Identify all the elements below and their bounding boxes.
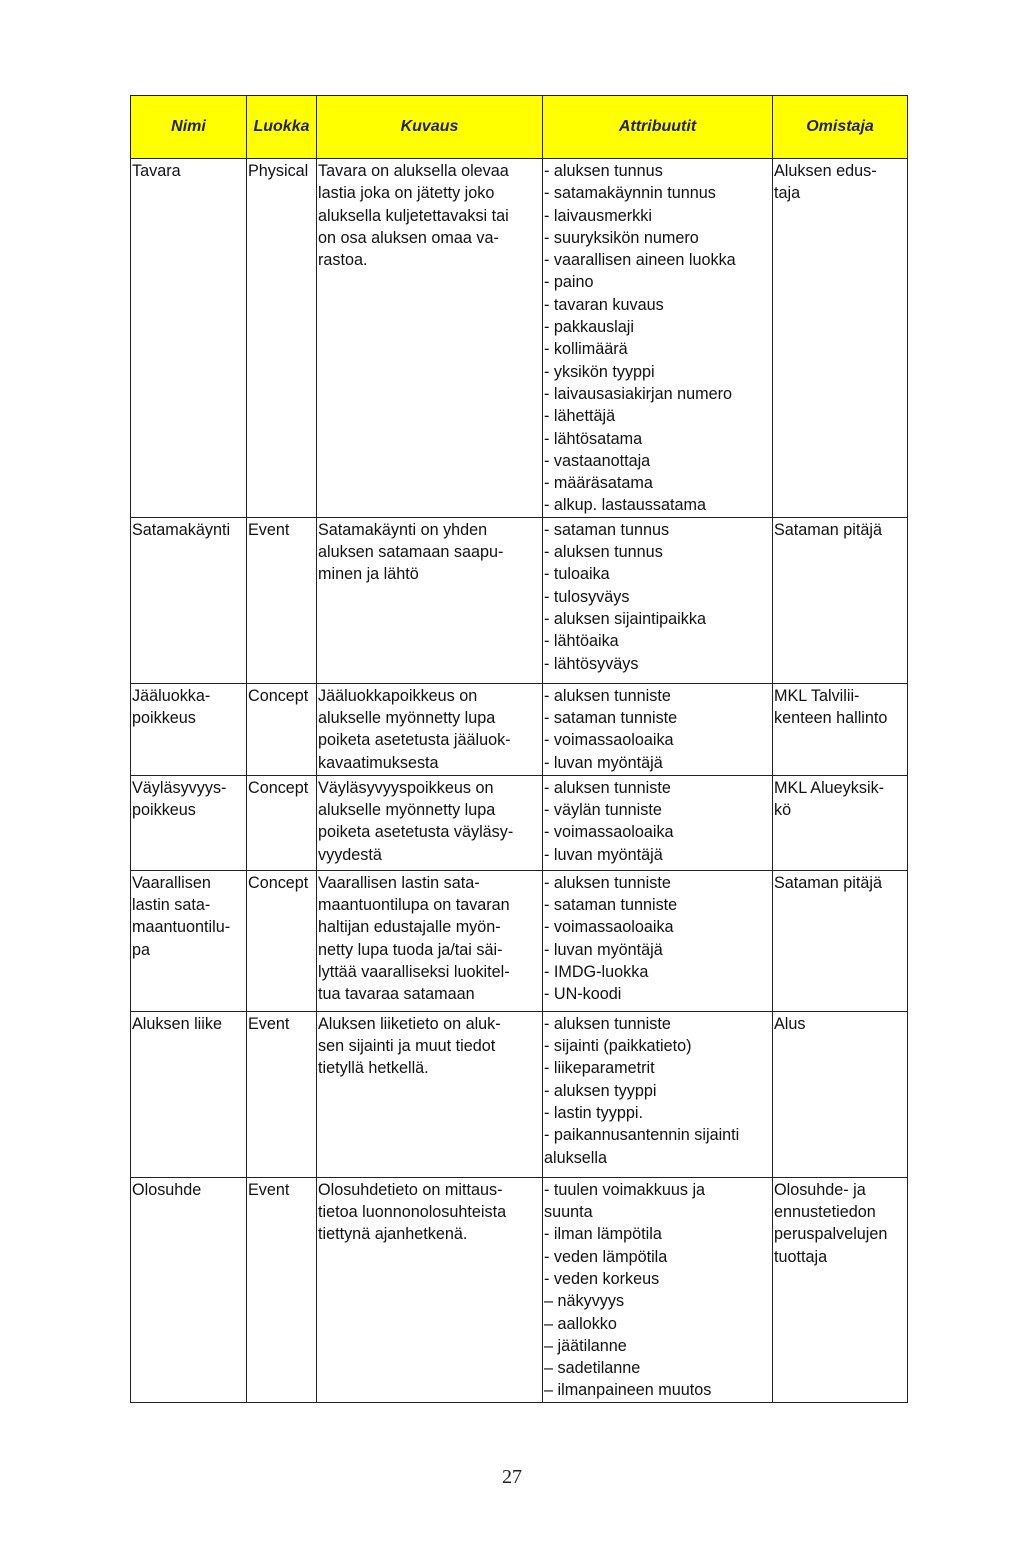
nimi-line: maantuontilu- <box>132 918 231 937</box>
table-row <box>131 1177 908 1402</box>
attribuutit-line: - aluksen tunnus <box>544 543 663 562</box>
table-body <box>131 159 908 1403</box>
cell-nimi <box>131 517 247 683</box>
attribuutit-line: - tuulen voimakkuus ja <box>544 1180 706 1199</box>
nimi-line: Väyläsyvyys- <box>132 778 227 797</box>
cell-omistaja <box>773 517 908 683</box>
cell-luokka <box>247 159 317 518</box>
attribuutit-line: - IMDG-luokka <box>544 962 649 981</box>
attribuutit-line: - aluksen sijaintipaikka <box>544 609 706 628</box>
attribuutit-line: - lähtöaika <box>544 632 619 651</box>
nimi-line: Aluksen liike <box>132 1014 222 1033</box>
cell-luokka <box>247 775 317 870</box>
cell-omistaja <box>773 1011 908 1177</box>
cell-kuvaus <box>317 1011 543 1177</box>
nimi-line: Tavara <box>132 162 181 180</box>
cell-omistaja <box>773 775 908 870</box>
table-row <box>131 159 908 518</box>
kuvaus-line: tietoa luonnonolosuhteista <box>318 1203 507 1222</box>
cell-attribuutit <box>543 159 773 518</box>
cell-nimi <box>131 1011 247 1177</box>
attribuutit-line: – näkyvyys <box>544 1292 625 1311</box>
cell-nimi <box>131 1177 247 1402</box>
omistaja-line: taja <box>774 184 801 203</box>
attribuutit-line: - paikannusantennin sijainti <box>544 1126 740 1145</box>
cell-attribuutit <box>543 683 773 775</box>
nimi-line: poikkeus <box>132 709 196 728</box>
attribuutit-line: - voimassaoloaika <box>544 731 674 750</box>
cell-luokka <box>247 517 317 683</box>
kuvaus-line: haltijan edustajalle myön- <box>318 918 501 937</box>
attribuutit-line: - vastaanottaja <box>544 451 651 470</box>
cell-attribuutit <box>543 1011 773 1177</box>
cell-luokka <box>247 870 317 1011</box>
attribuutit-line: - vaarallisen aineen luokka <box>544 251 736 270</box>
attribuutit-line: - ilman lämpötila <box>544 1225 662 1244</box>
kuvaus-line: lastia joka on jätetty joko <box>318 184 495 203</box>
cell-kuvaus <box>317 517 543 683</box>
cell-attribuutit <box>543 870 773 1011</box>
kuvaus-line: sen sijainti ja muut tiedot <box>318 1037 496 1056</box>
cell-omistaja <box>773 1177 908 1402</box>
omistaja-line: MKL Alueyksik- <box>774 778 885 797</box>
omistaja-line: kenteen hallinto <box>774 709 888 728</box>
luokka-text: Physical <box>248 162 309 180</box>
attribuutit-line: - satamakäynnin tunnus <box>544 184 716 203</box>
kuvaus-line: netty lupa tuoda ja/tai säi- <box>318 940 503 959</box>
attribuutit-line: - sataman tunniste <box>544 709 678 728</box>
kuvaus-line: alukselle myönnetty lupa <box>318 801 496 820</box>
attribuutit-line: - sataman tunnus <box>544 520 670 539</box>
attribuutit-line: - aluksen tunniste <box>544 873 671 892</box>
header-attribuutit: Attribuutit <box>543 96 773 159</box>
kuvaus-line: Tavara on aluksella olevaa <box>318 162 509 180</box>
kuvaus-line: Vaarallisen lastin sata- <box>318 873 480 892</box>
object-table-wrapper <box>130 95 907 1403</box>
cell-attribuutit <box>543 517 773 683</box>
cell-nimi <box>131 775 247 870</box>
attribuutit-line: - lastin tyyppi. <box>544 1103 643 1122</box>
kuvaus-line: minen ja lähtö <box>318 565 419 584</box>
omistaja-line: Olosuhde- ja <box>774 1180 866 1199</box>
kuvaus-line: on osa aluksen omaa va- <box>318 228 499 247</box>
nimi-line: Vaarallisen <box>132 873 211 892</box>
attribuutit-line: - määräsatama <box>544 474 653 493</box>
cell-luokka <box>247 1177 317 1402</box>
attribuutit-line: - tuloaika <box>544 565 610 584</box>
omistaja-line: Aluksen edus- <box>774 162 877 180</box>
attribuutit-line: - lähtösyväys <box>544 654 639 673</box>
omistaja-line: kö <box>774 801 792 820</box>
nimi-line: lastin sata- <box>132 896 211 915</box>
attribuutit-line: – jäätilanne <box>544 1336 627 1355</box>
kuvaus-line: maantuontilupa on tavaran <box>318 896 510 915</box>
luokka-text: Event <box>248 1014 290 1033</box>
kuvaus-line: poiketa asetetusta väyläsy- <box>318 823 514 842</box>
kuvaus-line: tua tavaraa satamaan <box>318 985 475 1004</box>
attribuutit-line: - voimassaoloaika <box>544 823 674 842</box>
omistaja-line: tuottaja <box>774 1247 828 1266</box>
table-row <box>131 870 908 1011</box>
attribuutit-line: - aluksen tunniste <box>544 686 671 705</box>
omistaja-line: Sataman pitäjä <box>774 520 882 539</box>
attribuutit-line: - sataman tunniste <box>544 896 678 915</box>
cell-kuvaus <box>317 775 543 870</box>
attribuutit-line: - liikeparametrit <box>544 1059 655 1078</box>
attribuutit-line: - pakkauslaji <box>544 318 634 337</box>
nimi-line: poikkeus <box>132 801 196 820</box>
kuvaus-line: vyydestä <box>318 845 382 864</box>
kuvaus-line: aluksen satamaan saapu- <box>318 543 504 562</box>
attribuutit-line: – sadetilanne <box>544 1359 641 1378</box>
table-header-row <box>131 96 908 159</box>
attribuutit-line: - veden lämpötila <box>544 1247 668 1266</box>
attribuutit-line: - tulosyväys <box>544 587 630 606</box>
omistaja-line: ennustetiedon <box>774 1203 876 1222</box>
nimi-line: Jääluokka- <box>132 686 211 705</box>
header-omistaja: Omistaja <box>773 96 908 159</box>
kuvaus-line: Olosuhdetieto on mittaus- <box>318 1180 503 1199</box>
kuvaus-line: alukselle myönnetty lupa <box>318 709 496 728</box>
kuvaus-line: kavaatimuksesta <box>318 753 439 772</box>
attribuutit-line: - UN-koodi <box>544 985 622 1004</box>
cell-nimi <box>131 683 247 775</box>
cell-kuvaus <box>317 159 543 518</box>
object-table <box>130 95 908 1403</box>
cell-omistaja <box>773 159 908 518</box>
header-kuvaus: Kuvaus <box>317 96 543 159</box>
omistaja-line: Alus <box>774 1014 806 1033</box>
attribuutit-line: - alkup. lastaussatama <box>544 496 706 515</box>
kuvaus-line: Jääluokkapoikkeus on <box>318 686 478 705</box>
attribuutit-line: - luvan myöntäjä <box>544 940 663 959</box>
luokka-text: Concept <box>248 778 309 797</box>
attribuutit-line: - aluksen tunniste <box>544 1014 671 1033</box>
attribuutit-line: - tavaran kuvaus <box>544 295 664 314</box>
kuvaus-line: rastoa. <box>318 251 368 270</box>
table-row <box>131 683 908 775</box>
attribuutit-line: - laivausasiakirjan numero <box>544 384 733 403</box>
kuvaus-line: Satamakäynti on yhden <box>318 520 488 539</box>
cell-luokka <box>247 1011 317 1177</box>
attribuutit-line: - paino <box>544 273 594 292</box>
kuvaus-line: aluksella kuljetettavaksi tai <box>318 206 509 225</box>
omistaja-line: MKL Talvilii- <box>774 686 860 705</box>
luokka-text: Concept <box>248 873 309 892</box>
attribuutit-line: - lähtösatama <box>544 429 643 448</box>
cell-kuvaus <box>317 870 543 1011</box>
cell-attribuutit <box>543 775 773 870</box>
attribuutit-line: - aluksen tyyppi <box>544 1081 657 1100</box>
header-luokka: Luokka <box>247 96 317 159</box>
kuvaus-line: Väyläsyvyyspoikkeus on <box>318 778 494 797</box>
kuvaus-line: tiettynä ajanhetkenä. <box>318 1225 468 1244</box>
kuvaus-line: poiketa asetetusta jääluok- <box>318 731 511 750</box>
attribuutit-line: - aluksen tunnus <box>544 162 663 180</box>
attribuutit-line: - kollimäärä <box>544 340 628 359</box>
table-row <box>131 775 908 870</box>
attribuutit-line: - aluksen tunniste <box>544 778 671 797</box>
attribuutit-line: – ilmanpaineen muutos <box>544 1381 712 1400</box>
cell-omistaja <box>773 870 908 1011</box>
attribuutit-line: aluksella <box>544 1148 607 1167</box>
attribuutit-line: - luvan myöntäjä <box>544 753 663 772</box>
luokka-text: Event <box>248 1180 290 1199</box>
nimi-line: pa <box>132 940 151 959</box>
luokka-text: Event <box>248 520 290 539</box>
omistaja-line: peruspalvelujen <box>774 1225 888 1244</box>
attribuutit-line: - sijainti (paikkatieto) <box>544 1037 692 1056</box>
attribuutit-line: suunta <box>544 1203 593 1222</box>
cell-nimi <box>131 870 247 1011</box>
table-row <box>131 1011 908 1177</box>
attribuutit-line: - yksikön tyyppi <box>544 362 655 381</box>
attribuutit-line: - väylän tunniste <box>544 801 662 820</box>
header-nimi: Nimi <box>131 96 247 159</box>
nimi-line: Olosuhde <box>132 1180 202 1199</box>
kuvaus-line: Aluksen liiketieto on aluk- <box>318 1014 501 1033</box>
table-row <box>131 517 908 683</box>
nimi-line: Satamakäynti <box>132 520 231 539</box>
kuvaus-line: lyttää vaaralliseksi luokitel- <box>318 962 510 981</box>
attribuutit-line: - suuryksikön numero <box>544 228 699 247</box>
kuvaus-line: tietyllä hetkellä. <box>318 1059 429 1078</box>
attribuutit-line: - voimassaoloaika <box>544 918 674 937</box>
attribuutit-line: - luvan myöntäjä <box>544 845 663 864</box>
cell-luokka <box>247 683 317 775</box>
attribuutit-line: - veden korkeus <box>544 1269 660 1288</box>
cell-kuvaus <box>317 683 543 775</box>
attribuutit-line: - lähettäjä <box>544 407 616 426</box>
luokka-text: Concept <box>248 686 309 705</box>
attribuutit-line: – aallokko <box>544 1314 617 1333</box>
attribuutit-line: - laivausmerkki <box>544 206 652 225</box>
cell-omistaja <box>773 683 908 775</box>
page-number: 27 <box>502 1466 522 1488</box>
omistaja-line: Sataman pitäjä <box>774 873 882 892</box>
cell-kuvaus <box>317 1177 543 1402</box>
cell-nimi <box>131 159 247 518</box>
cell-attribuutit <box>543 1177 773 1402</box>
